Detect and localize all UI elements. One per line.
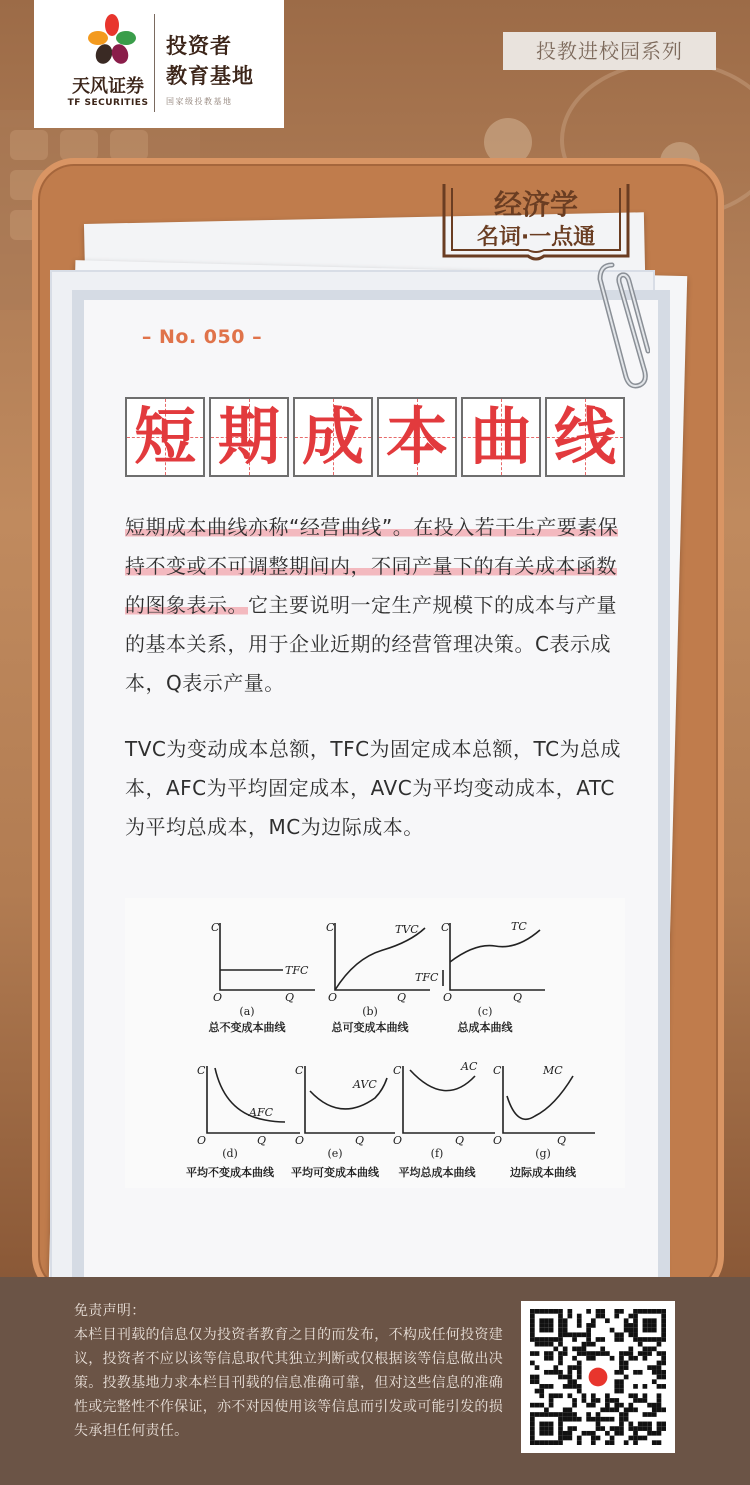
abbreviation-paragraph: TVC为变动成本总额，TFC为固定成本总额，TC为总成本，AFC为平均固定成本，AVC为平均变动成本，ATC为平均总成本，MC为边际成本。 (125, 737, 622, 839)
svg-text:平均总成本曲线: 平均总成本曲线 (398, 1166, 476, 1179)
axes-d (207, 1066, 300, 1133)
svg-text:(c): (c) (477, 1005, 493, 1018)
series-badge: 投教进校园系列 (503, 32, 716, 70)
svg-text:O: O (493, 1134, 503, 1147)
qr-code (521, 1301, 675, 1453)
svg-text:AFC: AFC (249, 1106, 273, 1119)
svg-text:C: C (295, 1064, 304, 1077)
svg-text:AVC: AVC (353, 1078, 377, 1091)
svg-text:Q: Q (285, 991, 295, 1004)
svg-text:O: O (328, 991, 338, 1004)
base-title-line1: 投资者 (166, 34, 232, 58)
svg-text:平均不变成本曲线: 平均不变成本曲线 (186, 1166, 274, 1179)
definition-rest: 它主要说明一定生产规模下的成本与产量的基本关系，用于企业近期的经营管理决策。C表示成本，Q表示产量。 (125, 593, 617, 695)
svg-text:(e): (e) (327, 1147, 343, 1160)
svg-text:Q: Q (455, 1134, 465, 1147)
svg-text:O: O (295, 1134, 305, 1147)
svg-text:总成本曲线: 总成本曲线 (457, 1021, 513, 1034)
svg-text:总可变成本曲线: 总可变成本曲线 (331, 1021, 409, 1034)
title-char: 本 (377, 397, 457, 477)
cost-curves-diagram (125, 898, 625, 1188)
svg-text:Q: Q (513, 991, 523, 1004)
svg-text:Q: Q (257, 1134, 267, 1147)
definition-paragraph (125, 508, 630, 703)
svg-text:边际成本曲线: 边际成本曲线 (510, 1166, 576, 1179)
disclaimer-body: 本栏目刊载的信息仅为投资者教育之目的而发布，不构成任何投资建议，投资者不应以该等信息取代其独立判断或仅根据该等信息做出决策。投教基地力求本栏目刊载的信息准确可靠，但对这些信息的准确性或完整性不作保证，亦不对因使用该等信息而引发或可能引发的损失承担任何责任。 (74, 1327, 503, 1439)
svg-text:Q: Q (355, 1134, 365, 1147)
brand-name-cn: 天风证券 (72, 76, 144, 97)
title-char: 曲 (461, 397, 541, 477)
svg-text:O: O (443, 991, 453, 1004)
tc-curve (450, 930, 540, 962)
title-char: 期 (209, 397, 289, 477)
title-char: 成 (293, 397, 373, 477)
svg-text:C: C (211, 921, 220, 934)
definition-highlight: 短期成本曲线亦称“经营曲线”。在投入若干生产要素保持不变或不可调整期间内，不同产量下的有关成本函数的图象表示。 (125, 515, 619, 617)
disclaimer (74, 1299, 514, 1443)
svg-text:(a): (a) (239, 1005, 255, 1018)
svg-text:C: C (326, 921, 335, 934)
disclaimer-title: 免责声明： (74, 1303, 146, 1319)
tf-logo-icon (84, 12, 140, 68)
title-char: 线 (545, 397, 625, 477)
svg-text:C: C (393, 1064, 402, 1077)
ac-curve (410, 1070, 475, 1091)
svg-text:Q: Q (397, 991, 407, 1004)
qr-code-icon (529, 1309, 667, 1445)
tvc-curve (335, 928, 425, 990)
stamp-line1: 经济学 (493, 188, 579, 221)
svg-text:C: C (493, 1064, 502, 1077)
svg-text:(b): (b) (362, 1005, 378, 1018)
svg-text:C: C (197, 1064, 206, 1077)
svg-text:(g): (g) (535, 1147, 551, 1160)
svg-text:MC: MC (543, 1064, 563, 1077)
svg-text:O: O (393, 1134, 403, 1147)
svg-text:C: C (441, 921, 450, 934)
svg-text:AC: AC (461, 1060, 478, 1073)
base-subtitle: 国家级投教基地 (166, 97, 233, 106)
book-stamp-icon (436, 178, 636, 262)
axes-c (450, 923, 545, 990)
term-title (125, 397, 625, 477)
mc-curve (507, 1076, 573, 1119)
term-number: – No. 050 – (141, 326, 263, 348)
svg-text:Q: Q (557, 1134, 567, 1147)
svg-text:总不变成本曲线: 总不变成本曲线 (208, 1021, 286, 1034)
svg-text:TFC: TFC (285, 964, 309, 977)
svg-text:O: O (197, 1134, 207, 1147)
svg-text:(d): (d) (222, 1147, 238, 1160)
svg-text:O: O (213, 991, 223, 1004)
logo-divider (154, 14, 155, 112)
brand-name-en: TF SECURITIES (67, 98, 149, 108)
logo-block (34, 0, 284, 128)
svg-text:TFC: TFC (415, 971, 439, 984)
svg-text:(f): (f) (430, 1147, 444, 1160)
base-title-line2: 教育基地 (166, 64, 254, 88)
stamp-line2: 名词·一点通 (476, 225, 596, 250)
svg-text:TVC: TVC (395, 923, 419, 936)
svg-text:平均可变成本曲线: 平均可变成本曲线 (291, 1166, 379, 1179)
title-char: 短 (125, 397, 205, 477)
axes-a (220, 923, 315, 990)
paperclip-icon (590, 255, 650, 395)
svg-text:TC: TC (511, 920, 527, 933)
